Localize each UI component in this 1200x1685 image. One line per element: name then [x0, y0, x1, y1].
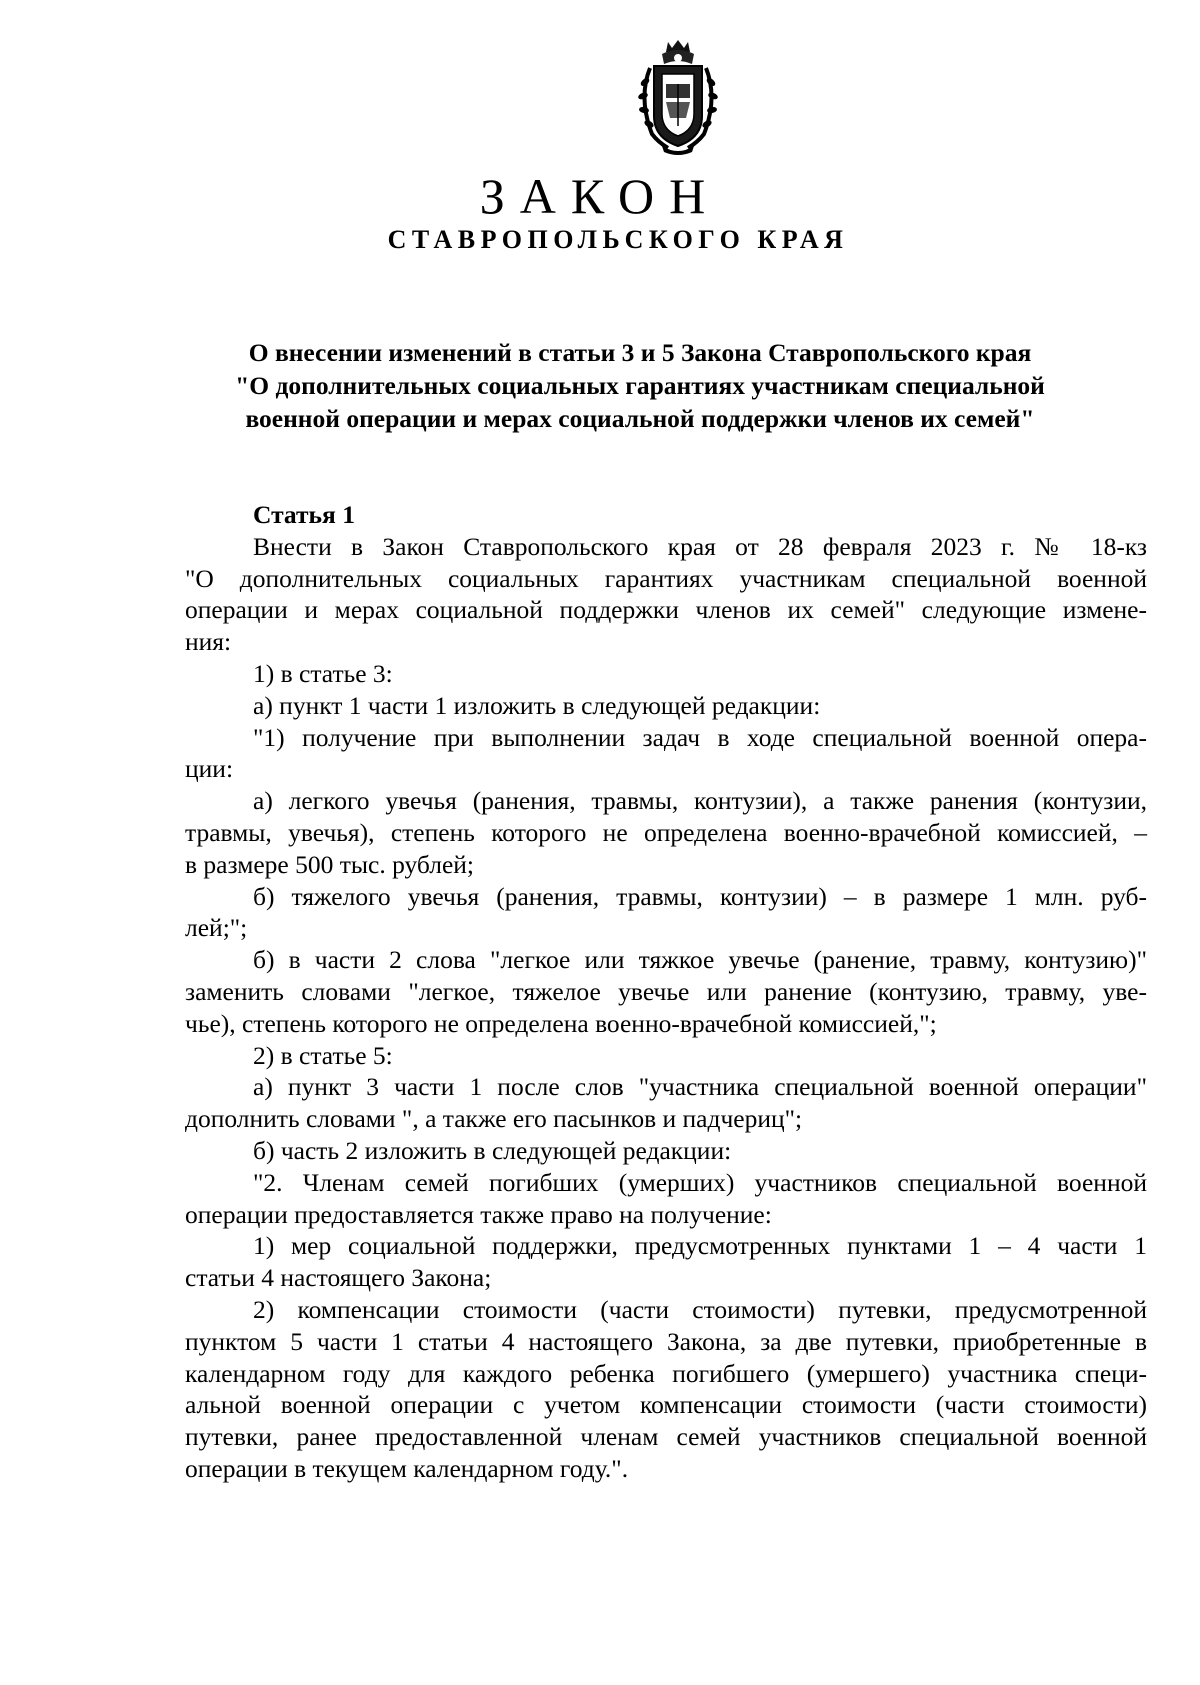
- heading-line: военной операции и мерах социальной поддержки членов их семей": [245, 404, 1035, 433]
- text-line: б) в части 2 слова "легкое или тяжкое увечье (ранение, травму, контузию)": [253, 945, 1147, 975]
- heading-line: "О дополнительных социальных гарантиях участникам специальной: [235, 371, 1045, 400]
- text-line: б) часть 2 изложить в следующей редакции:: [253, 1135, 732, 1165]
- text-line: статьи 4 настоящего Закона;: [185, 1263, 492, 1293]
- text-line: б) тяжелого увечья (ранения, травмы, контузии) – в размере 1 млн. руб-: [253, 881, 1147, 911]
- text-line: в размере 500 тыс. рублей;: [185, 849, 475, 879]
- text-line: Внести в Закон Ставропольского края от 28 февраля 2023 г. № 18-кз: [253, 531, 1147, 561]
- text-line: альной военной операции с учетом компенсации стоимости (части стоимости): [185, 1390, 1147, 1420]
- text-line: "2. Членам семей погибших (умерших) участников специальной военной: [253, 1167, 1147, 1197]
- text-line: а) пункт 3 части 1 после слов "участника специальной военной операции": [253, 1072, 1147, 1102]
- text-line: 1) в статье 3:: [253, 658, 393, 688]
- text-line: а) пункт 1 части 1 изложить в следующей редакции:: [253, 690, 821, 720]
- coat-of-arms-emblem: [632, 38, 724, 158]
- heading-line: О внесении изменений в статьи 3 и 5 Закона Ставропольского края: [248, 338, 1032, 367]
- text-line: чье), степень которого не определена военно-врачебной комиссией,";: [185, 1008, 937, 1038]
- text-line: операции в текущем календарном году.".: [185, 1453, 629, 1483]
- document-heading: [160, 336, 1120, 435]
- document-body: [185, 499, 1147, 1485]
- text-line: путевки, ранее предоставленной членам семей участников специальной военной: [185, 1422, 1147, 1452]
- article-title: Статья 1: [253, 500, 355, 529]
- text-line: календарном году для каждого ребенка погибшего (умершего) участника специ-: [185, 1358, 1147, 1388]
- text-line: "1) получение при выполнении задач в ходе специальной военной опера-: [253, 722, 1147, 752]
- text-line: травмы, увечья), степень которого не определена военно-врачебной комиссией, –: [185, 817, 1147, 847]
- text-line: 1) мер социальной поддержки, предусмотренных пунктами 1 – 4 части 1: [253, 1231, 1147, 1261]
- text-line: операции предоставляется также право на получение:: [185, 1199, 772, 1229]
- text-line: 2) компенсации стоимости (части стоимости) путевки, предусмотренной: [253, 1294, 1147, 1324]
- text-line: 2) в статье 5:: [253, 1040, 393, 1070]
- text-line: дополнить словами ", а также его пасынков и падчериц";: [185, 1104, 803, 1134]
- text-line: ции:: [185, 754, 234, 784]
- text-line: а) легкого увечья (ранения, травмы, контузии), а также ранения (контузии,: [253, 786, 1147, 816]
- text-line: операции и мерах социальной поддержки членов их семей" следующие измене-: [185, 595, 1147, 625]
- text-line: лей;";: [185, 913, 248, 943]
- document-subtitle: СТАВРОПОЛЬСКОГО КРАЯ: [387, 225, 849, 254]
- text-line: ния:: [185, 627, 232, 657]
- text-line: пунктом 5 части 1 статьи 4 настоящего Закона, за две путевки, приобретенные в: [185, 1326, 1147, 1356]
- document-title: ЗАКОН: [479, 168, 721, 224]
- text-line: заменить словами "легкое, тяжелое увечье или ранение (контузию, травму, уве-: [185, 976, 1147, 1006]
- text-line: "О дополнительных социальных гарантиях участникам специальной военной: [185, 563, 1147, 593]
